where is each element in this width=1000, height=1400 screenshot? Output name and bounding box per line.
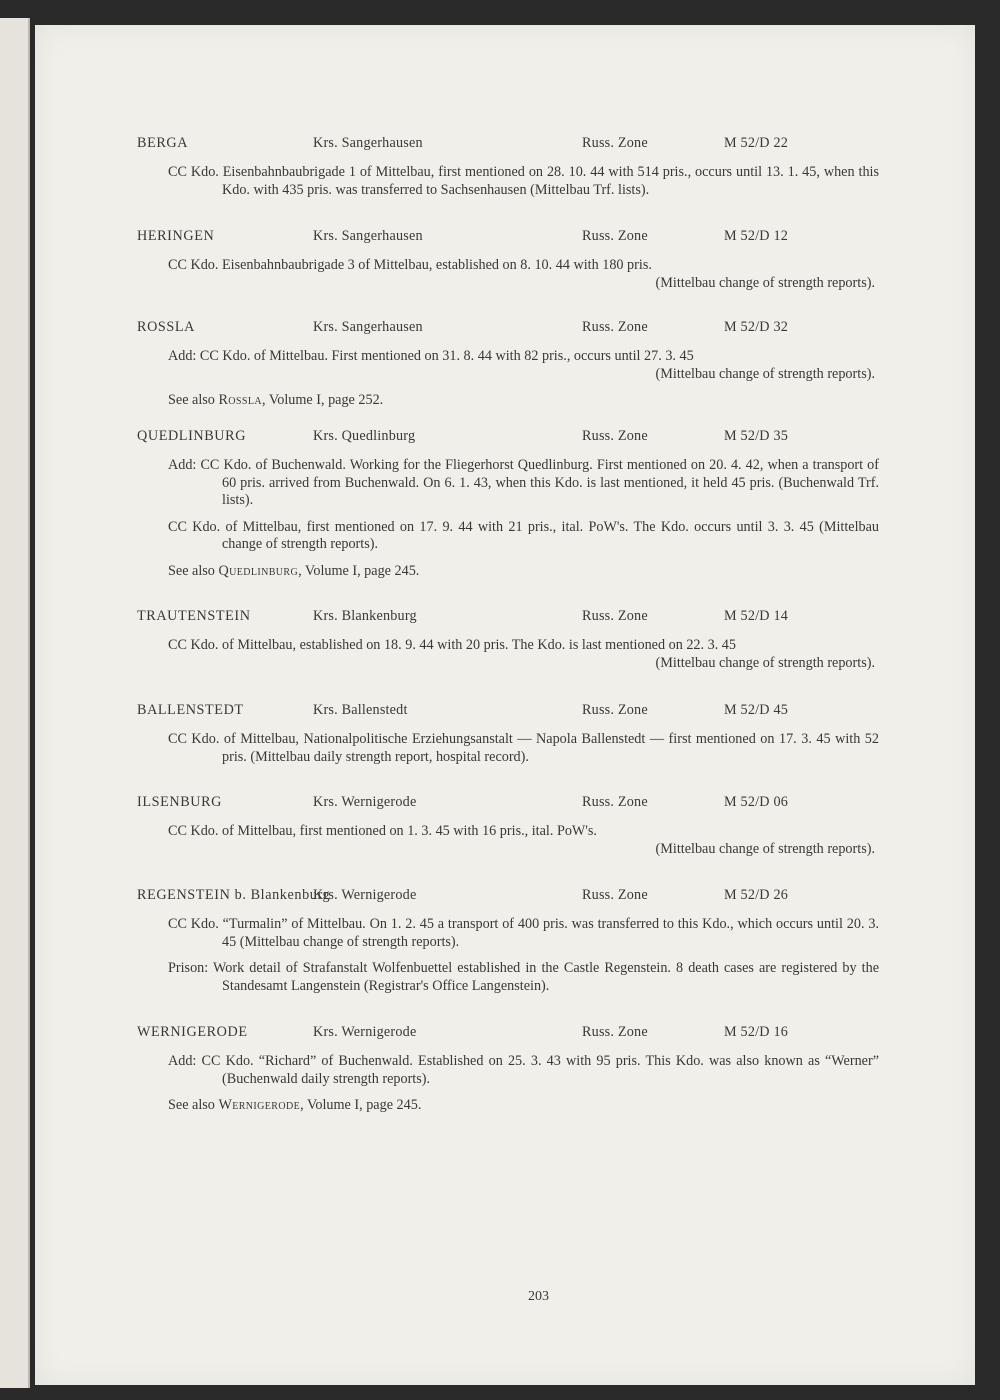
zone: Russ. Zone bbox=[582, 428, 648, 444]
source-citation: (Mittelbau change of strength reports). bbox=[655, 840, 875, 857]
entry-heading bbox=[137, 228, 879, 248]
see-also-suffix: , Volume I, page 245. bbox=[298, 562, 420, 579]
paragraph-text: CC Kdo. Eisenbahnbaubrigade 1 of Mittelbau, first mentioned on 28. 10. 44 with 514 pris., occurs until 13. 1. 45, when this Kdo. with 435 pris. was transferred to Sachsenhausen (Mittelbau Trf. lists). bbox=[168, 164, 879, 198]
map-code: M 52/D 12 bbox=[724, 228, 789, 244]
entry-heading bbox=[137, 608, 879, 628]
entry-paragraph bbox=[137, 823, 879, 858]
district: Krs. Sangerhausen bbox=[313, 135, 423, 151]
entry-heading bbox=[137, 702, 879, 722]
entry-heading bbox=[137, 428, 879, 448]
document-page bbox=[35, 25, 975, 1385]
place-name: ILSENBURG bbox=[137, 794, 223, 810]
district: Krs. Ballenstedt bbox=[313, 702, 408, 718]
place-name: QUEDLINBURG bbox=[137, 428, 247, 444]
gazetteer-entry bbox=[137, 135, 879, 208]
gazetteer-entry bbox=[137, 794, 879, 867]
entry-paragraph bbox=[137, 731, 879, 766]
district: Krs. Sangerhausen bbox=[313, 319, 423, 335]
zone: Russ. Zone bbox=[582, 887, 648, 903]
place-name: ROSSLA bbox=[137, 319, 196, 335]
gazetteer-entry bbox=[137, 428, 879, 589]
zone: Russ. Zone bbox=[582, 794, 648, 810]
district: Krs. Blankenburg bbox=[313, 608, 417, 624]
zone: Russ. Zone bbox=[582, 135, 648, 151]
paragraph-text: Add: CC Kdo. of Buchenwald. Working for the Fliegerhorst Quedlinburg. First mentioned on 20. 4. 42, when a transport of 60 pris. arrived from Buchenwald. On 6. 1. 43, when this Kdo. is last mentioned, it held 45 pris. (Buchenwald Trf. lists). bbox=[168, 457, 879, 508]
place-name: HERINGEN bbox=[137, 228, 215, 244]
entry-paragraph bbox=[137, 257, 879, 292]
entry-paragraph bbox=[137, 637, 879, 672]
gazetteer-entry bbox=[137, 702, 879, 775]
entry-heading bbox=[137, 319, 879, 339]
paragraph-text: CC Kdo. of Mittelbau, established on 18. 9. 44 with 20 pris. The Kdo. is last mentioned on 22. 3. 45 bbox=[168, 637, 736, 653]
gazetteer-entry bbox=[137, 319, 879, 419]
paragraph-text: CC Kdo. of Mittelbau, Nationalpolitische Erziehungsanstalt — Napola Ballenstedt — first mentioned on 17. 3. 45 with 52 pris. (Mittelbau daily strength report, hospital record). bbox=[168, 731, 879, 765]
paragraph-text: Add: CC Kdo. of Mittelbau. First mentioned on 31. 8. 44 with 82 pris., occurs until 27. 3. 45 bbox=[168, 348, 694, 364]
see-also-link: Rossla bbox=[218, 392, 262, 408]
entry-paragraph bbox=[137, 916, 879, 951]
gazetteer-entry bbox=[137, 608, 879, 681]
source-citation: (Mittelbau change of strength reports). bbox=[655, 274, 875, 291]
entry-paragraph bbox=[137, 457, 879, 510]
place-name: TRAUTENSTEIN bbox=[137, 608, 251, 624]
district: Krs. Wernigerode bbox=[313, 794, 417, 810]
paragraph-text: Add: CC Kdo. “Richard” of Buchenwald. Established on 25. 3. 43 with 95 pris. This Kdo. was also known as “Werner” (Buchenwald daily strength reports). bbox=[168, 1053, 879, 1087]
see-also-suffix: , Volume I, page 245. bbox=[300, 1097, 422, 1113]
source-citation: (Mittelbau change of strength reports). bbox=[655, 654, 875, 671]
entry-heading bbox=[137, 794, 879, 814]
paragraph-text: CC Kdo. of Mittelbau, first mentioned on 1. 3. 45 with 16 pris., ital. PoW's. bbox=[168, 823, 597, 839]
gazetteer-entry bbox=[137, 228, 879, 301]
entry-heading bbox=[137, 1024, 879, 1044]
see-also-prefix: See also bbox=[168, 1097, 219, 1113]
paragraph-text: CC Kdo. “Turmalin” of Mittelbau. On 1. 2. 45 a transport of 400 pris. was transferred to this Kdo., which occurs until 20. 3. 45 (Mittelbau change of strength reports). bbox=[168, 916, 879, 950]
see-also-link: Wernigerode bbox=[218, 1097, 301, 1113]
place-name: REGENSTEIN b. Blankenburg bbox=[137, 887, 331, 903]
place-name: WERNIGERODE bbox=[137, 1024, 248, 1040]
gazetteer-entry bbox=[137, 887, 879, 1004]
paragraph-text: CC Kdo. Eisenbahnbaubrigade 3 of Mittelbau, established on 8. 10. 44 with 180 pris. bbox=[168, 257, 652, 273]
map-code: M 52/D 06 bbox=[724, 794, 789, 810]
adjacent-page-edge bbox=[0, 18, 30, 1388]
paragraph-text: CC Kdo. of Mittelbau, first mentioned on 17. 9. 44 with 21 pris., ital. PoW's. The Kdo. occurs until 3. 3. 45 (Mittelbau change of strength reports). bbox=[168, 518, 879, 552]
map-code: M 52/D 22 bbox=[724, 135, 789, 151]
map-code: M 52/D 32 bbox=[724, 319, 789, 335]
source-citation: (Mittelbau change of strength reports). bbox=[655, 365, 875, 382]
entry-heading bbox=[137, 135, 879, 155]
see-also-prefix: See also bbox=[168, 562, 219, 579]
district: Krs. Wernigerode bbox=[313, 1024, 417, 1040]
place-name: BERGA bbox=[137, 135, 189, 151]
see-also-prefix: See also bbox=[168, 392, 219, 408]
map-code: M 52/D 26 bbox=[724, 887, 789, 903]
district: Krs. Sangerhausen bbox=[313, 228, 423, 244]
map-code: M 52/D 45 bbox=[724, 702, 789, 718]
page-number: 203 bbox=[528, 1289, 549, 1304]
entry-paragraph bbox=[137, 164, 879, 199]
gazetteer-entry bbox=[137, 1024, 879, 1124]
see-also-suffix: , Volume I, page 252. bbox=[261, 392, 384, 408]
see-also bbox=[137, 1097, 879, 1115]
map-code: M 52/D 35 bbox=[724, 428, 789, 444]
see-also-link: Quedlinburg bbox=[218, 562, 299, 579]
entry-heading bbox=[137, 887, 879, 907]
zone: Russ. Zone bbox=[582, 702, 648, 718]
map-code: M 52/D 14 bbox=[724, 608, 789, 624]
paragraph-text: Prison: Work detail of Strafanstalt Wolfenbuettel established in the Castle Regenstein. 8 death cases are registered by the Standesamt Langenstein (Registrar's Office Langenstein). bbox=[168, 960, 879, 994]
see-also bbox=[137, 392, 879, 410]
zone: Russ. Zone bbox=[582, 1024, 648, 1040]
zone: Russ. Zone bbox=[582, 608, 648, 624]
entry-paragraph bbox=[137, 960, 879, 995]
map-code: M 52/D 16 bbox=[724, 1024, 789, 1040]
district: Krs. Wernigerode bbox=[313, 887, 417, 903]
place-name: BALLENSTEDT bbox=[137, 702, 244, 718]
entry-paragraph bbox=[137, 1053, 879, 1088]
see-also bbox=[137, 563, 879, 581]
entry-paragraph bbox=[137, 348, 879, 383]
entry-paragraph bbox=[137, 519, 879, 554]
zone: Russ. Zone bbox=[582, 319, 648, 335]
zone: Russ. Zone bbox=[582, 228, 648, 244]
district: Krs. Quedlinburg bbox=[313, 428, 416, 444]
